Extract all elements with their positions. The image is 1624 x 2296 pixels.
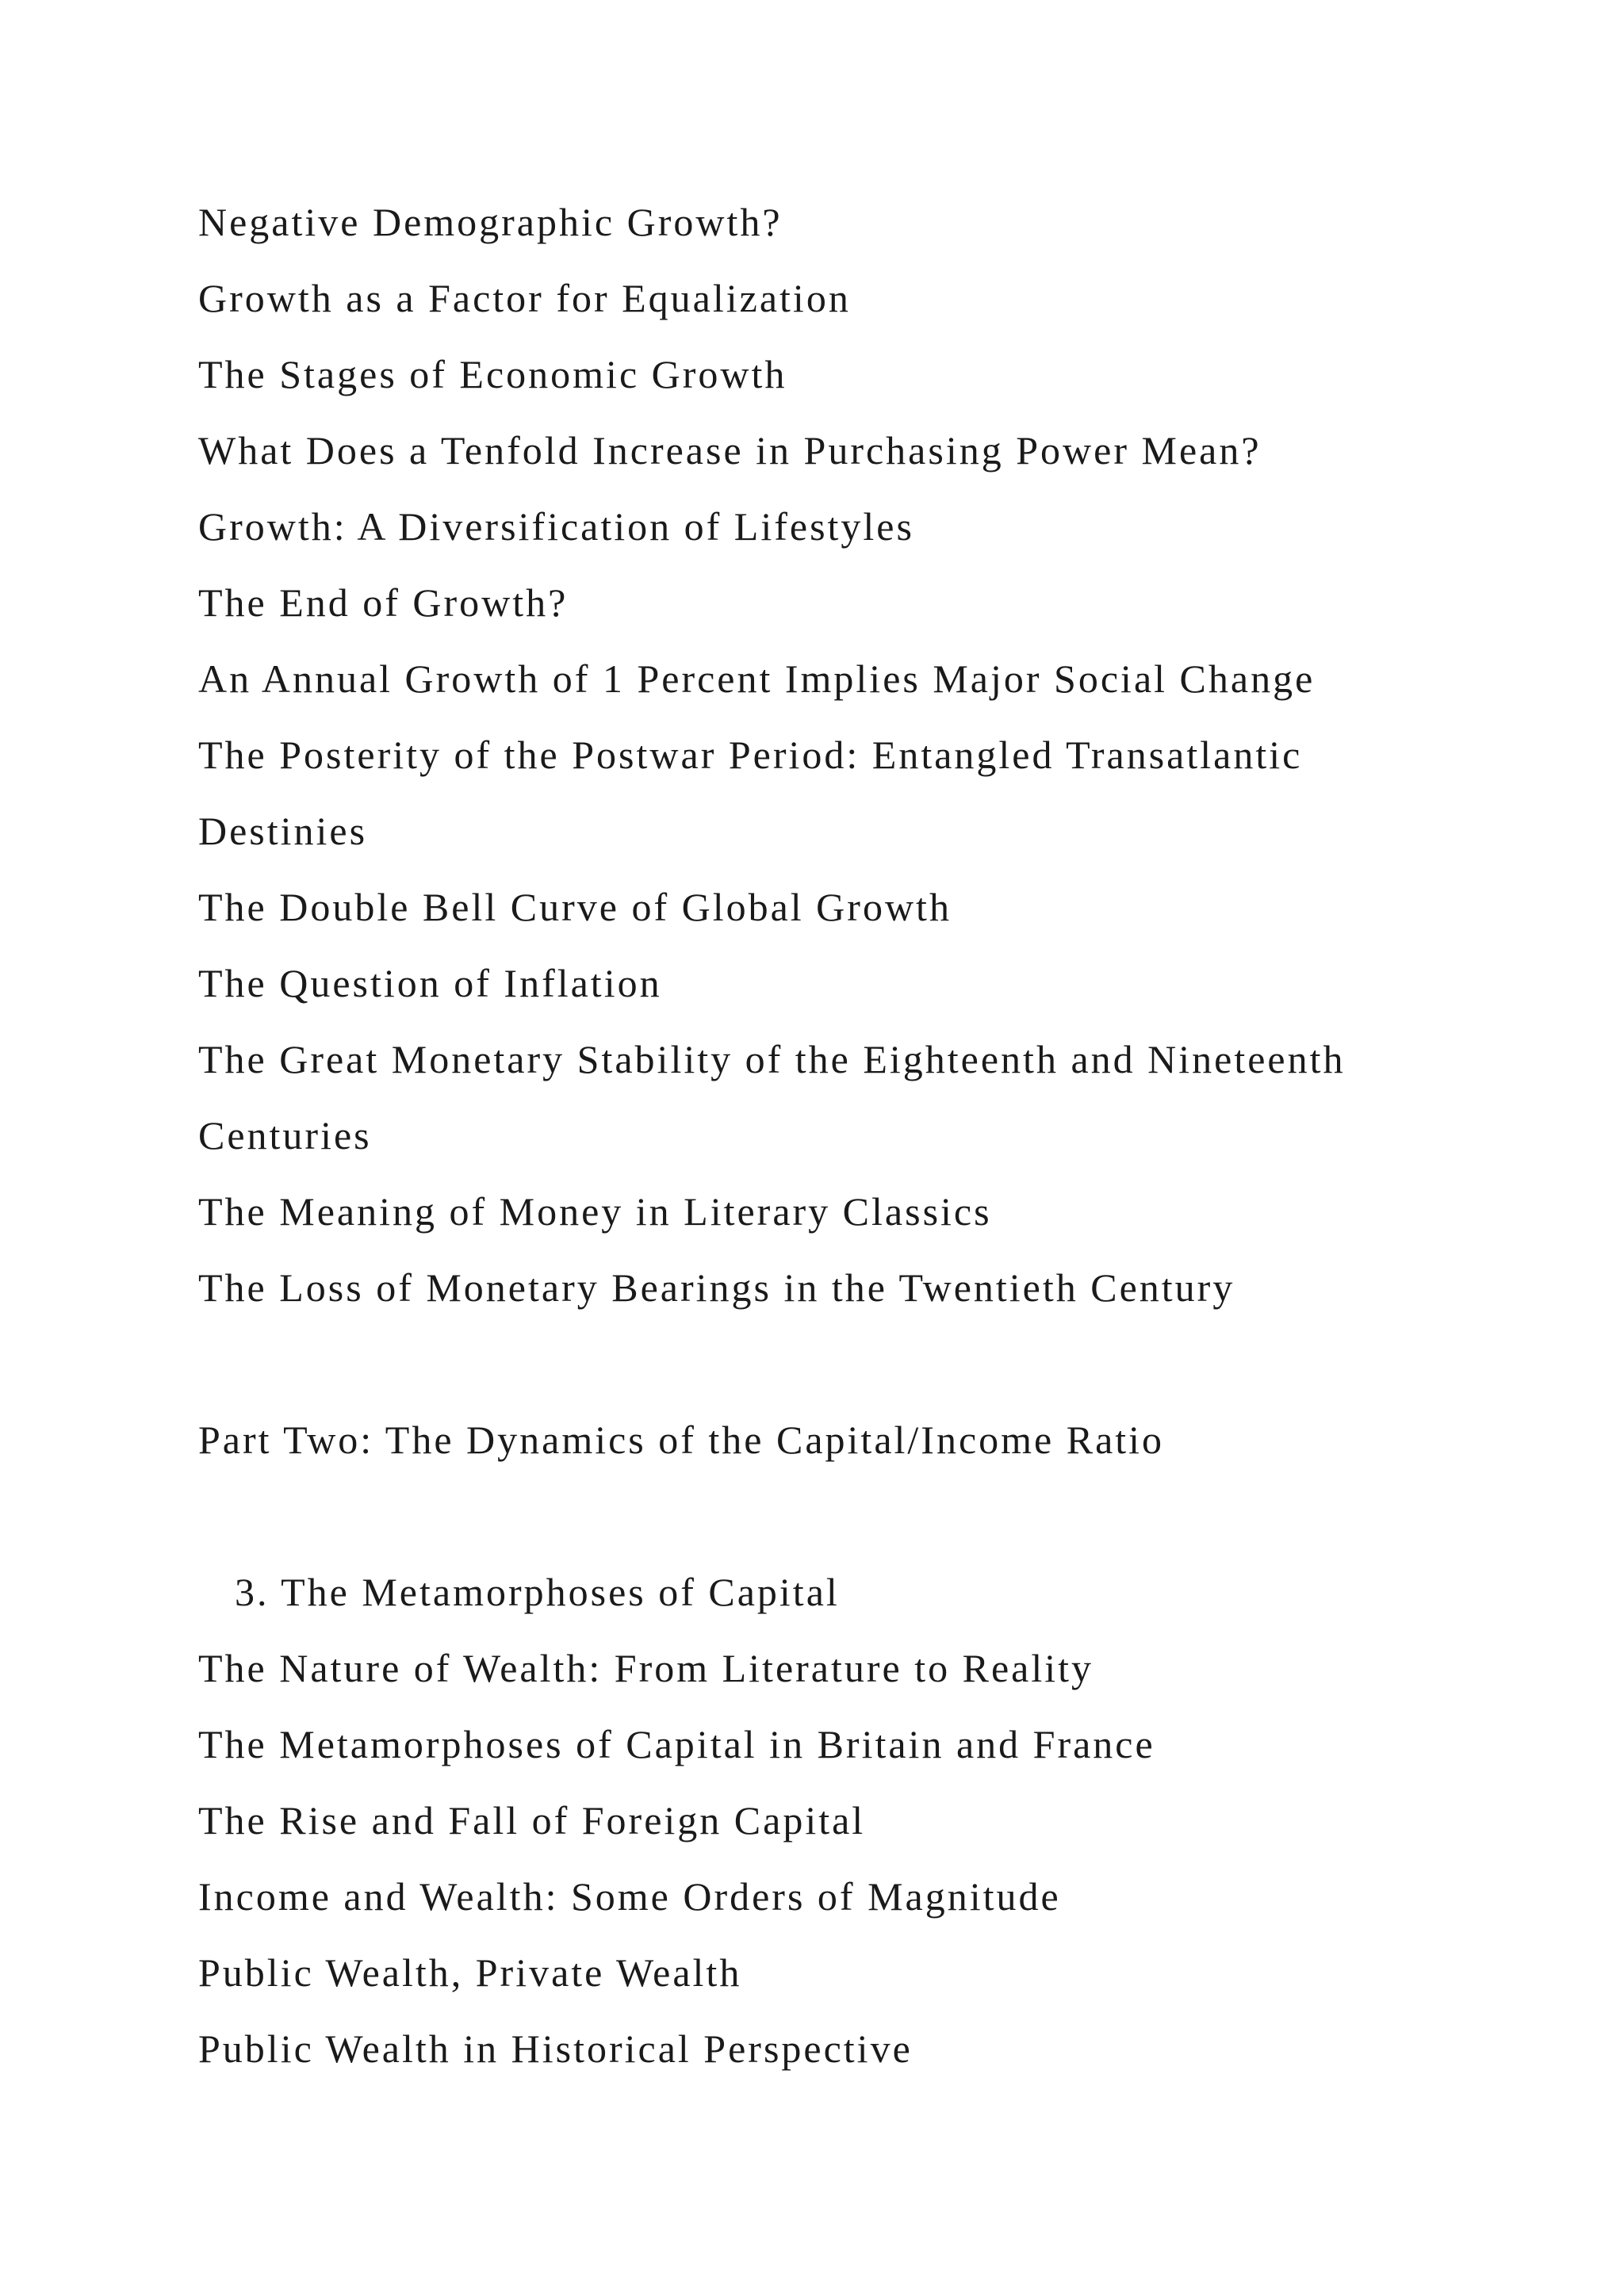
toc-entry: Public Wealth in Historical Perspective: [198, 2026, 913, 2071]
toc-entry: The Meaning of Money in Literary Classics: [198, 1189, 992, 1234]
toc-entry: Growth as a Factor for Equalization: [198, 276, 851, 320]
toc-entry-continuation: Centuries: [198, 1113, 372, 1158]
chapter-heading: 3. The Metamorphoses of Capital: [235, 1570, 840, 1614]
toc-entry: The Rise and Fall of Foreign Capital: [198, 1798, 866, 1843]
toc-entry: The Question of Inflation: [198, 961, 662, 1005]
toc-entry: Public Wealth, Private Wealth: [198, 1950, 742, 1995]
toc-entry: Negative Demographic Growth?: [198, 200, 783, 244]
toc-entry: The End of Growth?: [198, 580, 569, 625]
toc-entry-continuation: Destinies: [198, 809, 368, 853]
toc-entry: The Great Monetary Stability of the Eighteenth and Nineteenth: [198, 1037, 1346, 1081]
toc-entry: The Stages of Economic Growth: [198, 352, 787, 396]
toc-entry: What Does a Tenfold Increase in Purchasing Power Mean?: [198, 428, 1262, 473]
toc-entry: The Loss of Monetary Bearings in the Twentieth Century: [198, 1265, 1235, 1310]
toc-entry: The Posterity of the Postwar Period: Entangled Transatlantic: [198, 733, 1303, 777]
toc-entry: Income and Wealth: Some Orders of Magnitude: [198, 1874, 1061, 1919]
toc-entry: The Nature of Wealth: From Literature to Reality: [198, 1646, 1094, 1690]
part-heading: Part Two: The Dynamics of the Capital/Income Ratio: [198, 1418, 1165, 1462]
toc-entry: An Annual Growth of 1 Percent Implies Major Social Change: [198, 656, 1316, 701]
toc-entry: Growth: A Diversification of Lifestyles: [198, 504, 914, 549]
toc-entry: The Double Bell Curve of Global Growth: [198, 885, 952, 929]
toc-entry: The Metamorphoses of Capital in Britain and France: [198, 1722, 1155, 1766]
